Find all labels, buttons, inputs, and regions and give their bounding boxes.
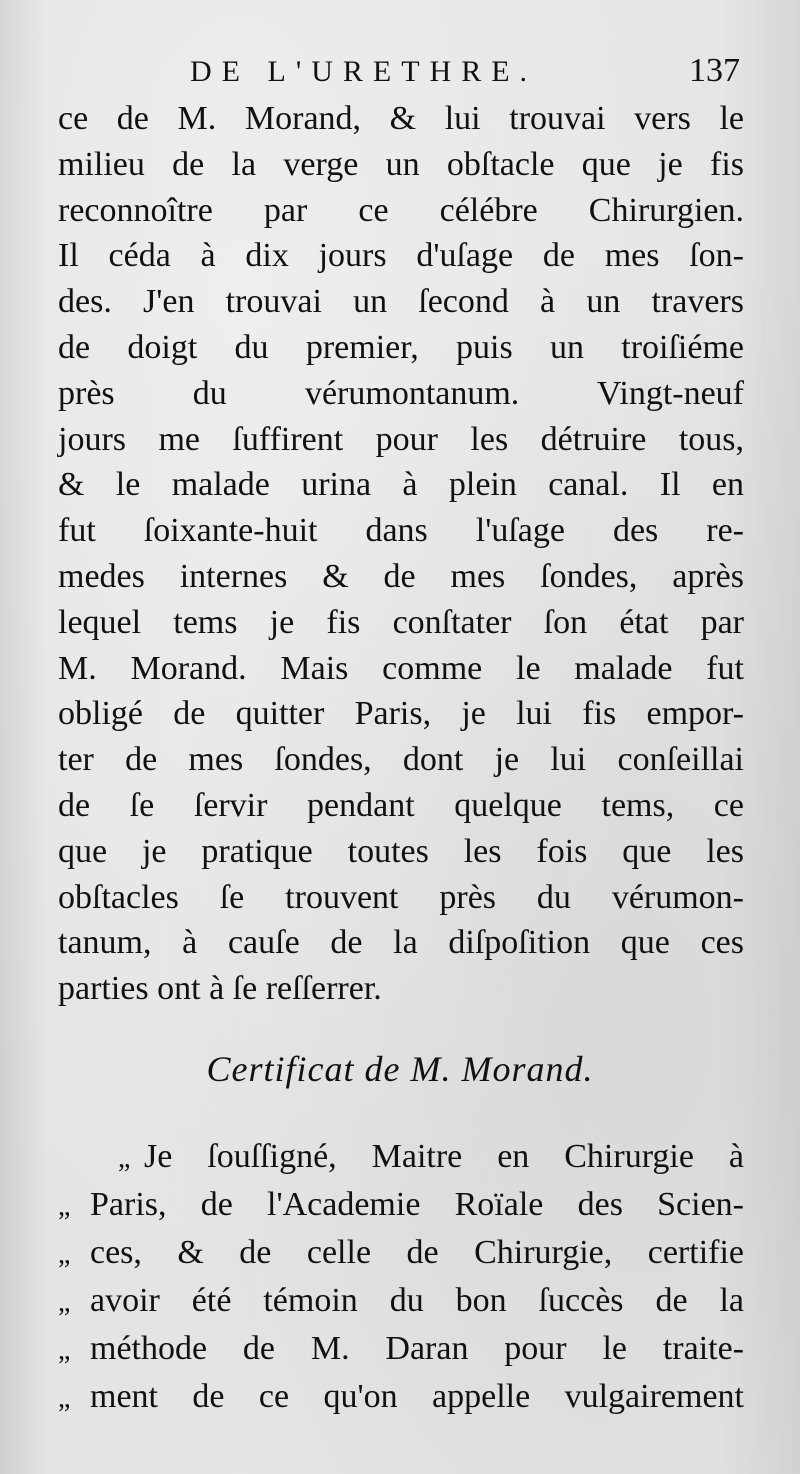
quote-text: Je ſouſſigné, Maitre en Chirurgie à bbox=[144, 1138, 744, 1175]
text-line: reconnoître par ce célébre Chirurgien. bbox=[58, 191, 744, 229]
quote-text: ces, & de celle de Chirurgie, certifie bbox=[90, 1234, 744, 1271]
text-line: jours me ſuffirent pour les détruire tous, bbox=[58, 420, 744, 458]
running-head: DE L'URETHRE. bbox=[190, 55, 538, 88]
text-line: lequel tems je fis conſtater ſon état par bbox=[58, 603, 744, 641]
quote-mark: „ bbox=[58, 1239, 71, 1270]
page-number: 137 bbox=[689, 52, 740, 89]
quote-text: avoir été témoin du bon ſuccès de la bbox=[90, 1282, 744, 1319]
text-line: medes internes & de mes ſondes, après bbox=[58, 557, 744, 595]
text-line: de doigt du premier, puis un troiſiéme bbox=[58, 328, 744, 366]
quote-text: ment de ce qu'on appelle vulgairement bbox=[90, 1378, 744, 1415]
body-paragraph bbox=[58, 96, 744, 1012]
quote-text: méthode de M. Daran pour le traite- bbox=[90, 1330, 744, 1367]
quote-mark: „ bbox=[58, 1287, 71, 1318]
text-line: & le malade urina à plein canal. Il en bbox=[58, 466, 744, 504]
text-line: M. Morand. Mais comme le malade fut bbox=[58, 649, 744, 687]
text-line: ce de M. Morand, & lui trouvai vers le bbox=[58, 100, 744, 137]
quote-mark: „ bbox=[58, 1383, 71, 1414]
text-line: fut ſoixante-huit dans l'uſage des re- bbox=[58, 512, 744, 550]
text-line: parties ont à ſe reſſerrer. bbox=[58, 970, 382, 1008]
text-line: obſtacles ſe trouvent près du vérumon- bbox=[58, 878, 744, 916]
quote-mark: „ bbox=[118, 1143, 131, 1174]
quote-line bbox=[58, 1138, 744, 1186]
text-line: milieu de la verge un obſtacle que je fis bbox=[58, 145, 744, 183]
quote-text: Paris, de l'Academie Roïale des Scien- bbox=[90, 1186, 744, 1223]
text-line: obligé de quitter Paris, je lui fis empor- bbox=[58, 695, 744, 733]
quote-line bbox=[58, 1234, 744, 1282]
text-line: tanum, à cauſe de la diſpoſition que ces bbox=[58, 924, 744, 962]
quote-line bbox=[58, 1378, 744, 1426]
text-line: Il céda à dix jours d'uſage de mes ſon- bbox=[58, 237, 744, 275]
text-line: que je pratique toutes les fois que les bbox=[58, 832, 744, 870]
quote-mark: „ bbox=[58, 1335, 71, 1366]
text-line: ter de mes ſondes, dont je lui conſeillai bbox=[58, 741, 744, 779]
quote-line bbox=[58, 1186, 744, 1234]
quote-line bbox=[58, 1282, 744, 1330]
certificate-quote bbox=[58, 1138, 744, 1426]
text-line: des. J'en trouvai un ſecond à un travers bbox=[58, 283, 744, 321]
quote-mark: „ bbox=[58, 1191, 71, 1222]
quote-line bbox=[58, 1330, 744, 1378]
text-line: près du vérumontanum. Vingt-neuf bbox=[58, 374, 744, 412]
certificate-title: Certificat de M. Morand. bbox=[206, 1049, 594, 1089]
page-header bbox=[190, 52, 750, 100]
text-line: de ſe ſervir pendant quelque tems, ce bbox=[58, 786, 744, 824]
